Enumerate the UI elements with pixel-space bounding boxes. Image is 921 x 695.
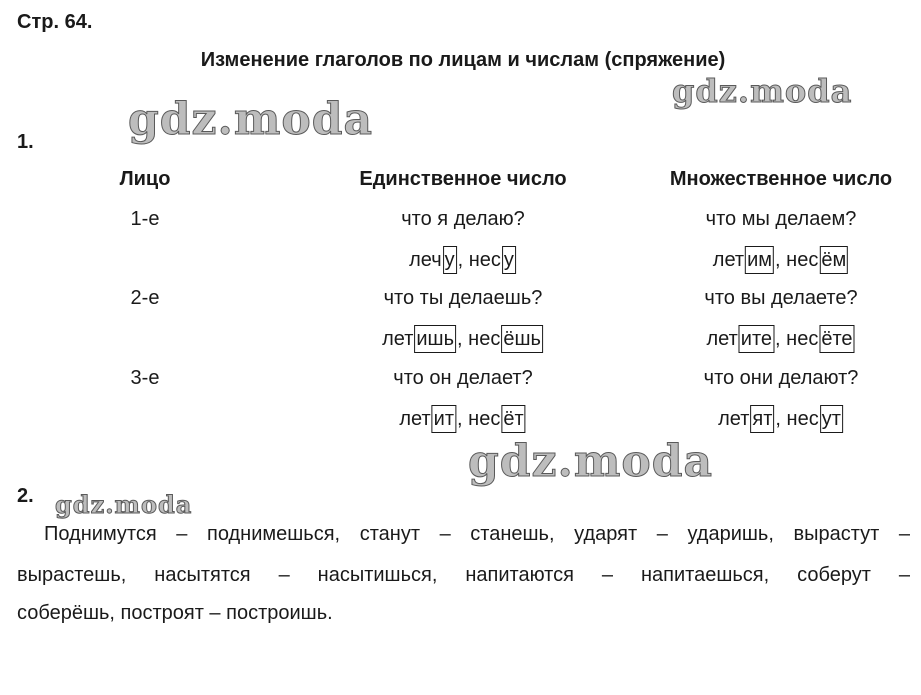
singular-question: что он делает?: [393, 367, 533, 389]
singular-question: что я делаю?: [401, 208, 525, 230]
plural-question: что мы делаем?: [705, 208, 857, 230]
ending-box: ят: [750, 405, 774, 433]
ending-box: у: [502, 246, 516, 274]
plural-forms: лет ите , нес ёте: [706, 325, 855, 353]
ending-box: ишь: [414, 325, 456, 353]
ending-box: у: [443, 246, 457, 274]
ending-box: ёшь: [501, 325, 543, 353]
singular-forms: лет ит , нес ёт: [399, 405, 526, 433]
plural-forms: лет ят , нес ут: [718, 405, 844, 433]
person-label: 1-е: [130, 208, 160, 230]
task-number: 2.: [17, 485, 34, 507]
column-header-plural: Множественное число: [669, 168, 893, 190]
plural-forms: лет им , нес ём: [713, 246, 849, 274]
ending-box: ут: [820, 405, 843, 433]
page-label: Стр. 64.: [17, 11, 93, 33]
plural-question: что они делают?: [703, 367, 859, 389]
person-label: 3-е: [130, 367, 160, 389]
answer-line: Поднимутся – поднимешься, станут – станешь, ударят – ударишь, вырастут –: [44, 523, 910, 545]
ending-box: ём: [819, 246, 848, 274]
column-header-singular: Единственное число: [359, 168, 567, 190]
column-header-person: Лицо: [119, 168, 171, 190]
watermark: gdz.moda: [672, 72, 853, 110]
singular-forms: леч у , нес у: [409, 246, 517, 274]
watermark: gdz.moda: [468, 436, 714, 487]
ending-box: ёт: [501, 405, 525, 433]
ending-box: ёте: [819, 325, 854, 353]
watermark: gdz.moda: [128, 94, 374, 145]
singular-forms: лет ишь , нес ёшь: [382, 325, 544, 353]
ending-box: ите: [739, 325, 774, 353]
ending-box: ит: [432, 405, 456, 433]
page-title: Изменение глаголов по лицам и числам (спряжение): [200, 49, 726, 71]
singular-question: что ты делаешь?: [383, 287, 543, 309]
ending-box: им: [745, 246, 774, 274]
answer-line: вырастешь, насытятся – насытишься, напитаются – напитаешься, соберут –: [17, 564, 910, 586]
watermark: gdz.moda: [55, 490, 193, 519]
person-label: 2-е: [130, 287, 160, 309]
plural-question: что вы делаете?: [704, 287, 858, 309]
task-number: 1.: [17, 131, 34, 153]
answer-line: соберёшь, построят – построишь.: [17, 602, 333, 624]
